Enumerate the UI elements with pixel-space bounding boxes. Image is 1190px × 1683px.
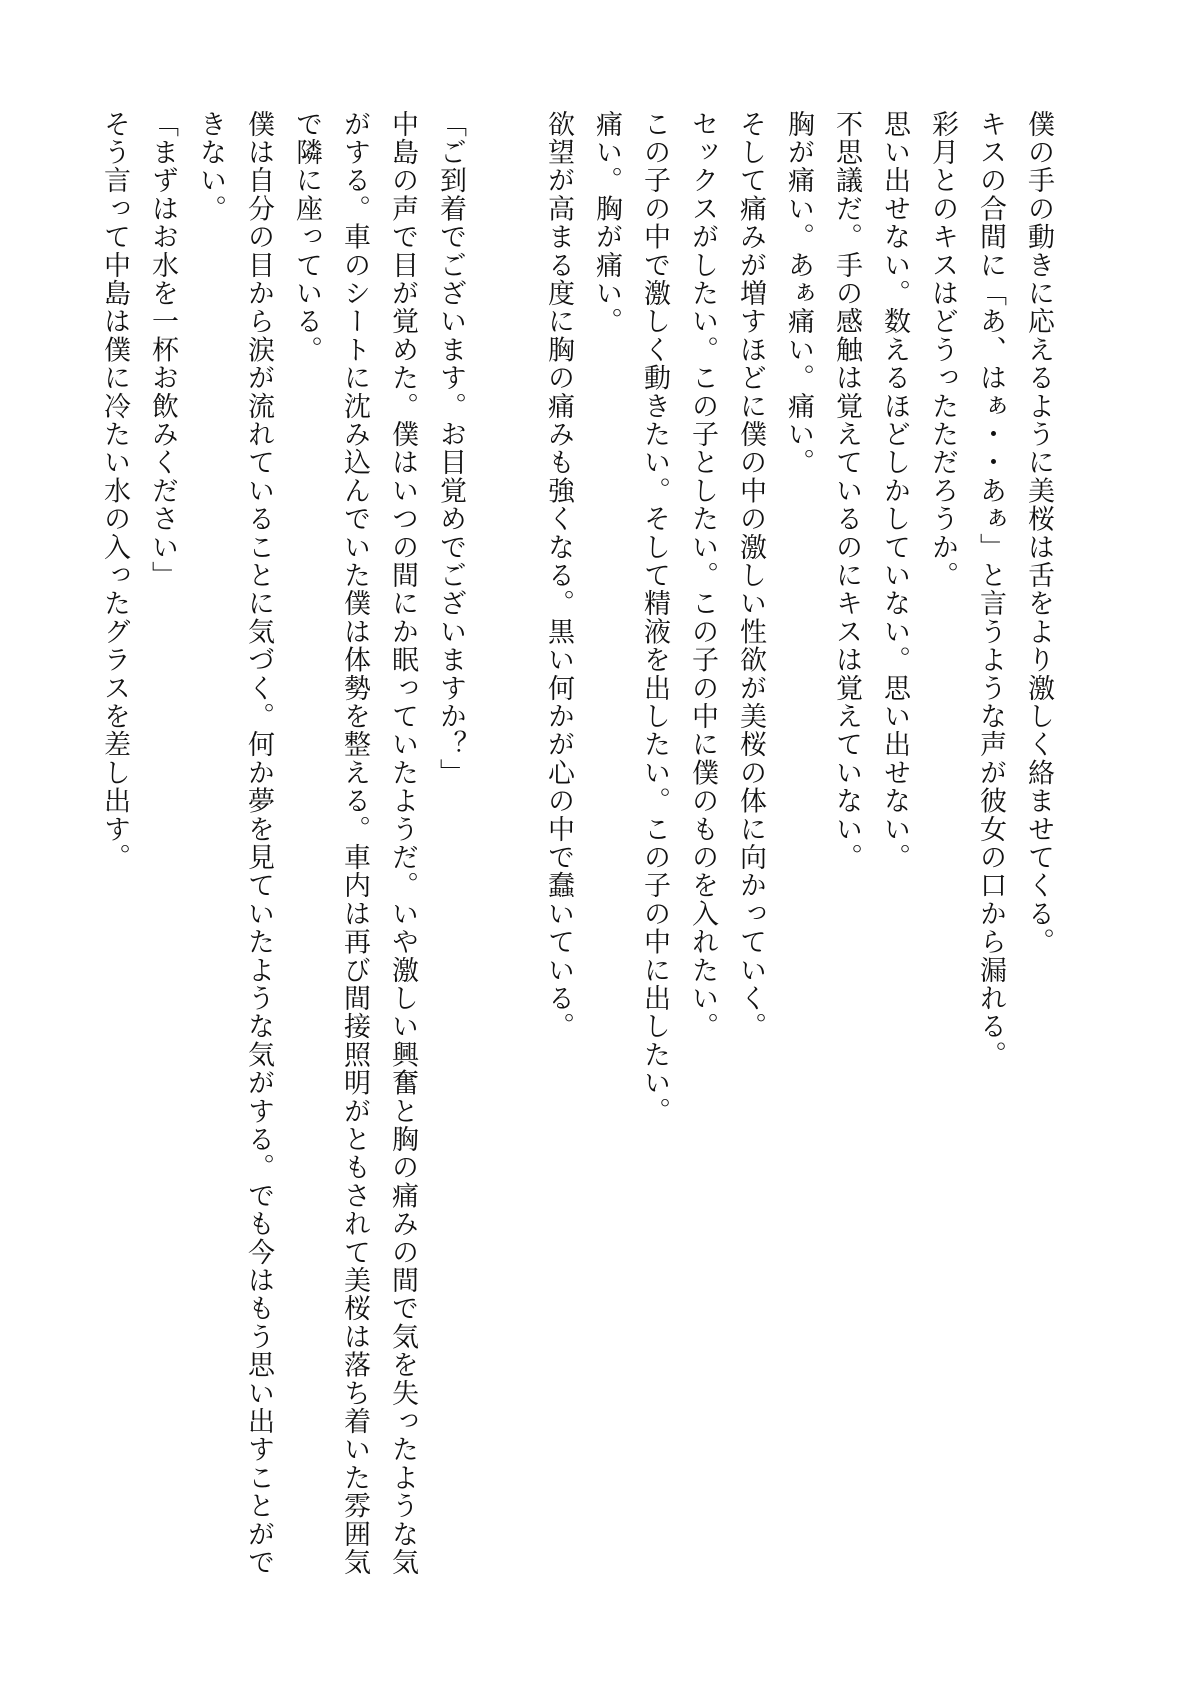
text-line: そして痛みが増すほどに僕の中の激しい性欲が美桜の体に向かっていく。 bbox=[735, 110, 766, 1041]
text-line: そう言って中島は僕に冷たい水の入ったグラスを差し出す。 bbox=[99, 110, 130, 872]
text-line: キスの合間に「あ、はぁ・・あぁ」と言うような声が彼女の口から漏れる。 bbox=[975, 110, 1006, 1069]
text-line: で隣に座っている。 bbox=[291, 110, 322, 364]
text-line: 欲望が高まる度に胸の痛みも強くなる。黒い何かが心の中で蠢いている。 bbox=[543, 110, 574, 1041]
text-line: セックスがしたい。この子としたい。この子の中に僕のものを入れたい。 bbox=[687, 110, 718, 1041]
text-line: がする。車のシートに沈み込んでいた僕は体勢を整える。車内は再び間接照明がともされて美桜は落ち着いた雰囲気 bbox=[339, 110, 370, 1577]
text-line: 僕の手の動きに応えるように美桜は舌をより激しく絡ませてくる。 bbox=[1023, 110, 1054, 956]
text-line: 不思議だ。手の感触は覚えているのにキスは覚えていない。 bbox=[831, 110, 862, 872]
text-line: 胸が痛い。あぁ痛い。痛い。 bbox=[783, 110, 814, 477]
text-line: 彩月とのキスはどうったただろうか。 bbox=[927, 110, 958, 590]
text-line: 僕は自分の目から涙が流れていることに気づく。何か夢を見ていたような気がする。でも今はもう思い出すことがで bbox=[243, 110, 274, 1577]
text-line: この子の中で激しく動きたい。そして精液を出したい。この子の中に出したい。 bbox=[639, 110, 670, 1126]
text-line: 思い出せない。数えるほどしかしていない。思い出せない。 bbox=[879, 110, 910, 872]
text-line: 中島の声で目が覚めた。僕はいつの間にか眠っていたようだ。いや激しい興奮と胸の痛みの間で気を失ったような気 bbox=[387, 110, 418, 1577]
text-line: 痛い。胸が痛い。 bbox=[591, 110, 622, 336]
text-line: きない。 bbox=[195, 110, 226, 223]
dialogue-line: 「ご到着でございます。お目覚めでございますか？」 bbox=[435, 110, 466, 787]
dialogue-line: 「まずはお水を一杯お飲みください」 bbox=[147, 110, 178, 590]
